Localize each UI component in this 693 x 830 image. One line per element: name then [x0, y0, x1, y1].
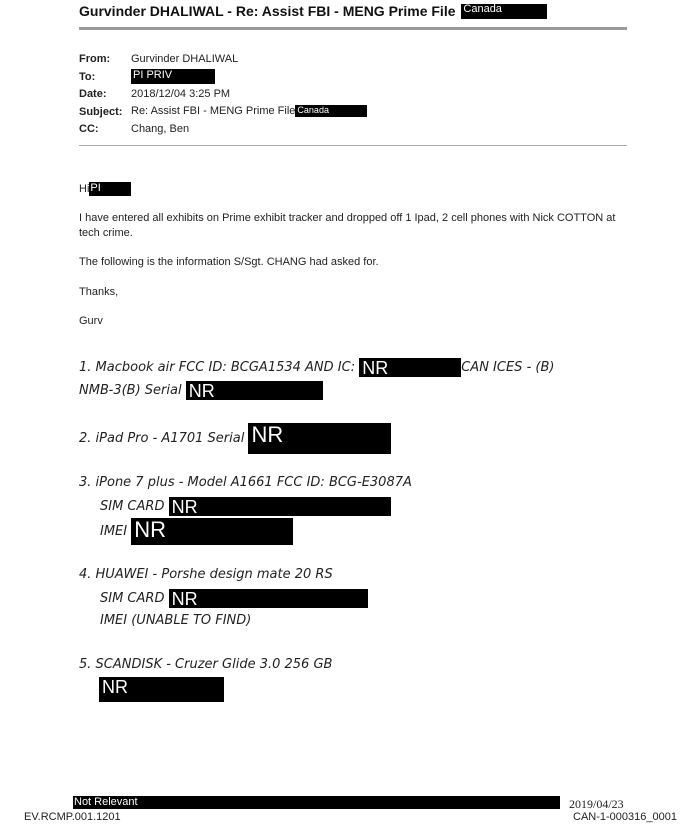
item-3: 3. iPone 7 plus - Model A1661 FCC ID: BCG-E3087A [79, 475, 412, 490]
from-label: From: [79, 53, 111, 65]
item-5-redaction-wrap [99, 677, 224, 702]
footer-date: 2019/04/23 [569, 797, 624, 811]
email-title [79, 3, 547, 19]
date-value: 2018/12/04 3:25 PM [131, 88, 231, 100]
to-value [131, 69, 215, 84]
redaction-to: PI PRIV [131, 69, 215, 84]
item-3-imei [100, 518, 293, 545]
title-divider [79, 27, 627, 30]
cc-value: Chang, Ben [131, 123, 190, 135]
subject-text: Re: Assist FBI - MENG Prime File [131, 105, 296, 117]
item-4-sim-text: SIM CARD [100, 591, 165, 606]
item-1-line-1 [79, 358, 554, 377]
item-1-serial-text: NMB-3(B) Serial [79, 383, 182, 398]
item-1-text: 1. Macbook air FCC ID: BCGA1534 AND IC: [79, 360, 356, 375]
item-4: 4. HUAWEI - Porshe design mate 20 RS [79, 567, 333, 582]
greeting [79, 182, 627, 197]
redaction-item-2-serial: NR [248, 423, 391, 454]
item-4-imei: IMEI (UNABLE TO FIND) [100, 613, 252, 628]
redaction-not-relevant: Not Relevant [73, 796, 560, 809]
cc-label: CC: [79, 123, 99, 135]
footer-right-code: CAN-1-000316_0001 [573, 811, 677, 823]
item-2 [79, 423, 391, 454]
redaction-item-4-sim: NR [169, 589, 368, 608]
footer-left-code: EV.RCMP.001.1201 [24, 811, 121, 823]
item-4-sim [100, 589, 368, 608]
redaction-subject: Canada [295, 105, 367, 117]
redaction-greeting: PI [89, 182, 131, 196]
subject-value [131, 105, 367, 117]
thanks-text: Thanks, [79, 286, 119, 298]
greeting-text: Hi [79, 183, 90, 195]
signature: Gurv [79, 315, 103, 327]
subject-label: Subject: [79, 106, 123, 118]
footer-redaction [73, 796, 560, 809]
item-3-sim-text: SIM CARD [100, 499, 165, 514]
to-label: To: [79, 71, 96, 83]
header-divider [79, 145, 627, 146]
item-1-text-after: CAN ICES - (B) [461, 360, 555, 375]
item-1-line-2 [79, 381, 323, 400]
from-value: Gurvinder DHALIWAL [131, 53, 239, 65]
redaction-item-1-serial: NR [186, 381, 323, 400]
item-2-text: 2. iPad Pro - A1701 Serial [79, 431, 245, 446]
paragraph-info: The following is the information S/Sgt. CHANG had asked for. [79, 256, 379, 268]
item-3-imei-text: IMEI [100, 524, 128, 539]
email-title-text: Gurvinder DHALIWAL - Re: Assist FBI - MENG Prime File [79, 3, 456, 19]
redaction-item-3-imei: NR [131, 518, 293, 545]
redaction-item-3-sim: NR [169, 497, 391, 516]
item-5: 5. SCANDISK - Cruzer Glide 3.0 256 GB [79, 657, 333, 672]
redaction-item-5: NR [99, 677, 224, 702]
redaction-item-1-ic: NR [359, 358, 461, 377]
date-label: Date: [79, 88, 107, 100]
redaction-title: Canada [461, 4, 547, 19]
item-3-sim [100, 497, 391, 516]
paragraph-exhibits: I have entered all exhibits on Prime exhibit tracker and dropped off 1 Ipad, 2 cell phones with Nick COTTON at tech crime. [79, 212, 616, 239]
